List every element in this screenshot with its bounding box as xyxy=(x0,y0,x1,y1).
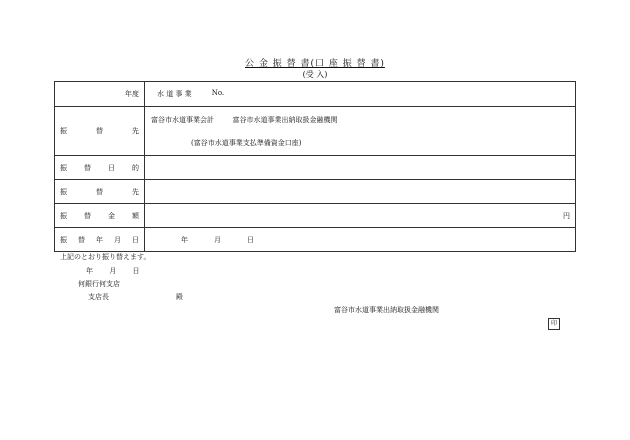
day-unit: 日 xyxy=(247,235,254,244)
seal-mark: 印 xyxy=(548,318,560,330)
water-business-text: 水 道 事 業 xyxy=(157,90,192,98)
transfer-amount-label xyxy=(55,204,145,228)
transfer-date-field[interactable] xyxy=(145,228,576,252)
transfer-destination-label xyxy=(55,180,145,204)
fiscal-year-row xyxy=(55,82,576,107)
bank-branch-text: 何銀行何支店 xyxy=(78,280,120,288)
label-char: 日 xyxy=(132,235,139,244)
honorific-text: 殿 xyxy=(176,293,183,301)
label-char: 的 xyxy=(132,163,139,172)
label-char: 替 xyxy=(96,187,103,196)
fiscal-year-field xyxy=(145,82,576,107)
label-char: 日 xyxy=(108,163,115,172)
transfer-destination-row xyxy=(55,180,576,204)
transfer-amount-field[interactable] xyxy=(145,204,576,228)
label-char: 額 xyxy=(132,211,139,220)
form-title: 公 金 振 替 書(口 座 振 替 書) xyxy=(245,59,385,69)
label-char: 金 xyxy=(108,211,115,220)
transfer-purpose-field[interactable] xyxy=(145,156,576,180)
label-char: 月 xyxy=(114,235,121,244)
transfer-date-label xyxy=(55,228,145,252)
form-subtitle: (受 入) xyxy=(302,70,328,79)
branch-manager-text: 支店長 xyxy=(88,293,109,301)
payee-label xyxy=(55,107,145,156)
transfer-date-row xyxy=(55,228,576,252)
label-char: 振 xyxy=(60,211,67,220)
payee-row xyxy=(55,107,576,156)
transfer-form-table xyxy=(54,81,576,252)
year-unit: 年 xyxy=(181,235,188,244)
water-account-text: 富谷市水道事業会計 xyxy=(151,115,214,124)
institution-signature: 富谷市水道事業出納取扱金融機関 xyxy=(334,306,439,314)
date-line: 年 月 日 xyxy=(86,267,140,275)
label-char: 先 xyxy=(132,127,139,135)
label-char: 替 xyxy=(78,235,85,244)
transfer-amount-row xyxy=(55,204,576,228)
statement-text: 上記のとおり振り替えます。 xyxy=(60,253,151,261)
label-char: 先 xyxy=(132,187,139,196)
label-char: 振 xyxy=(60,187,67,196)
fiscal-year-label: 年度 xyxy=(55,82,145,107)
number-label: No. xyxy=(211,89,225,97)
payee-field xyxy=(145,107,576,156)
label-char: 振 xyxy=(60,127,67,135)
label-char: 替 xyxy=(84,211,91,220)
label-char: 振 xyxy=(60,163,67,172)
reserve-account-text: (富谷市水道事業支払準備資金口座) xyxy=(191,138,302,147)
label-char: 年 xyxy=(96,235,103,244)
institution-text: 富谷市水道事業出納取扱金融機関 xyxy=(232,115,338,124)
label-char: 替 xyxy=(96,127,103,135)
yen-unit: 円 xyxy=(563,211,570,220)
transfer-purpose-row xyxy=(55,156,576,180)
label-char: 振 xyxy=(60,235,67,244)
transfer-destination-field[interactable] xyxy=(145,180,576,204)
month-unit: 月 xyxy=(214,235,221,244)
transfer-purpose-label xyxy=(55,156,145,180)
label-char: 替 xyxy=(84,163,91,172)
